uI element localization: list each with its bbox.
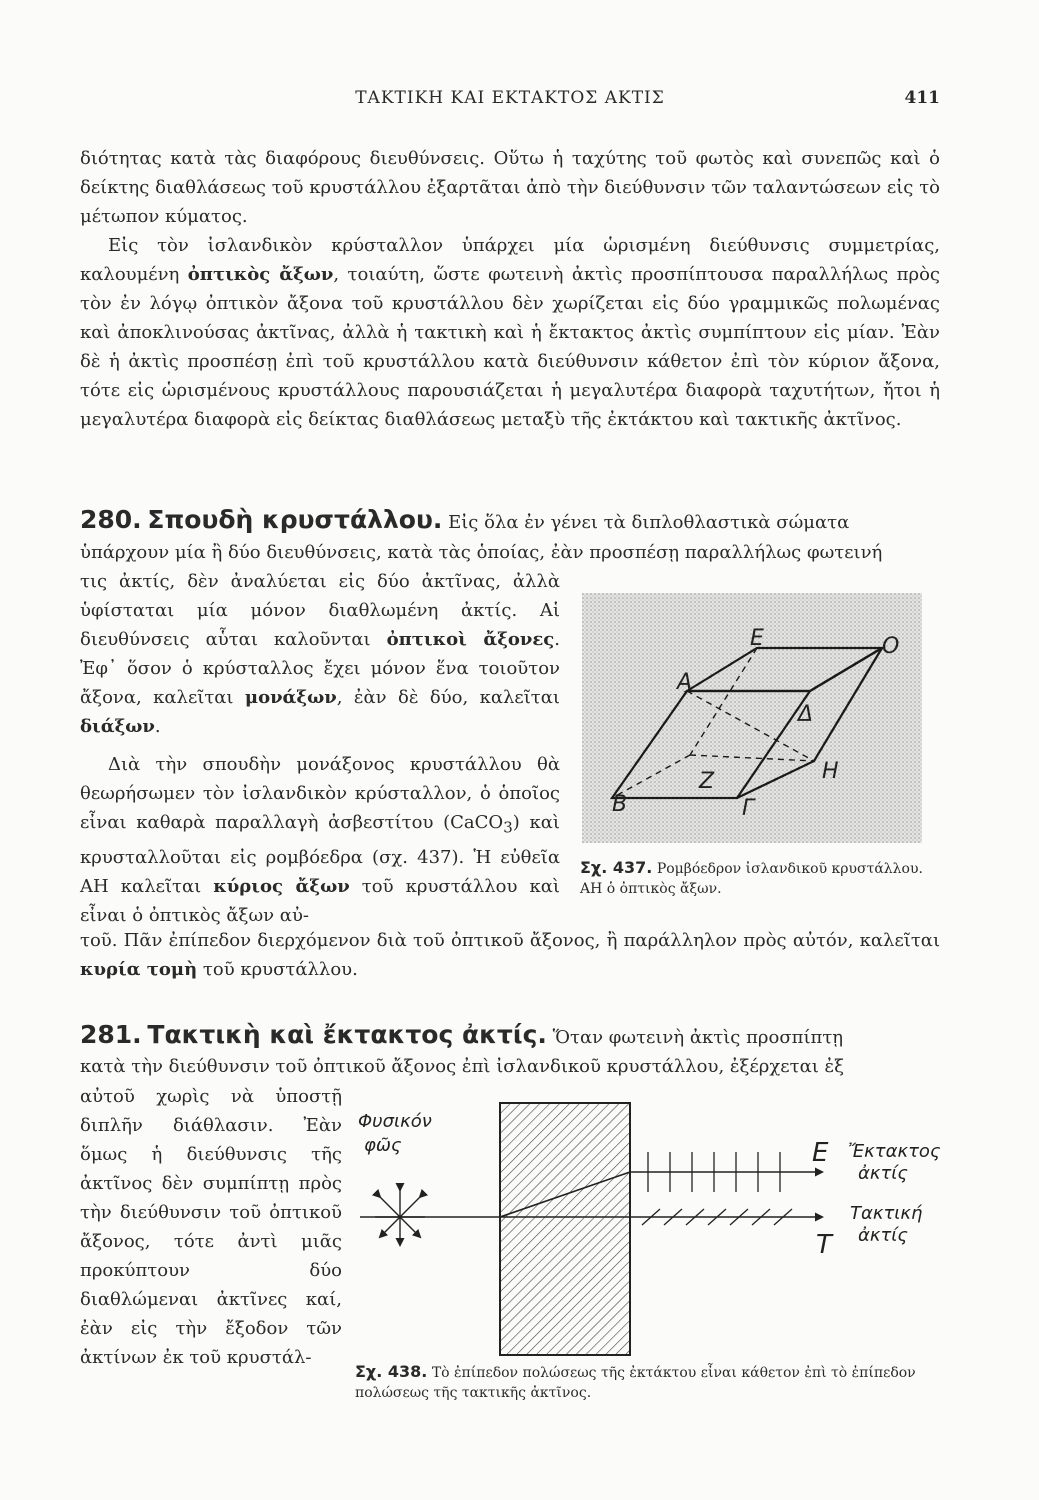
text-intro-1: διότητας κατὰ τὰς διαφόρους διευθύνσεις. Οὕτω ἡ ταχύτης τοῦ φωτὸς καὶ συνεπῶς καὶ ὁ δείκτης διαθλάσεως τοῦ κρυστάλλου ἐξαρτᾶται ἀπὸ τὴν διεύθυνσιν τῶν ταλαντώσεων εἰς τὸ μέτωπον κύματος.	[80, 148, 940, 227]
figure-437-caption	[580, 858, 930, 899]
section-280-full-para	[80, 926, 940, 984]
paragraph-optical-axis	[80, 231, 940, 434]
page-number: 411	[904, 88, 940, 108]
section-280-line-2	[80, 538, 940, 567]
point-label-gamma: Γ	[742, 796, 755, 821]
text: Διὰ τὴν σπουδὴν μονάξονος κρυστάλλου θὰ θεωρήσωμεν τὸν ἰσλανδικὸν κρύσταλλον, ὁ ὁποῖος εἶναι καθαρὰ παραλλαγὴ ἀσβεστίτου (CaCO	[80, 754, 560, 833]
term-biaxial: διάξων	[80, 716, 155, 737]
label-ordinary-1: Τακτική	[850, 1203, 923, 1224]
section-281-heading-line	[80, 1020, 940, 1052]
label-e: E	[812, 1138, 829, 1168]
text: , ἐὰν δὲ δύο, καλεῖται	[336, 687, 560, 708]
figure-437-rhombohedron	[582, 593, 922, 843]
caption-text: Ρομβόεδρον ἰσλανδικοῦ κρυστάλλου. ΑΗ ὁ ὀπτικὸς ἄξων.	[580, 861, 923, 897]
figure-label: Σχ. 438.	[355, 1362, 428, 1381]
point-label-e: E	[750, 626, 764, 651]
text: τοῦ. Πᾶν ἐπίπεδον διερχόμενον διὰ τοῦ ὀπτικοῦ ἄξονος, ἢ παράλληλον πρὸς αὐτόν, καλεῖται	[80, 930, 940, 951]
point-label-a: A	[677, 670, 693, 695]
text: .	[154, 716, 161, 737]
subscript: 3	[503, 818, 513, 837]
crystal-block	[500, 1103, 630, 1355]
point-label-o: O	[882, 634, 900, 659]
label-ordinary-2: ἀκτίς	[858, 1225, 908, 1246]
text: αὐτοῦ χωρὶς νὰ ὑποστῇ διπλῆν διάθλασιν. Ἐὰν ὅμως ἡ διεύθυνσις τῆς ἀκτῖνος δὲν συμπίπτῃ πρὸς τὴν διεύθυνσιν τοῦ ὀπτικοῦ ἄξονος, τότε ἀντὶ μιᾶς προκύπτουν δύο διαθλώμεναι ἀκτῖνες καί, ἐὰν εἰς τὴν ἔξοδον τῶν ἀκτίνων ἐκ τοῦ κρυστάλ-	[80, 1086, 342, 1368]
label-natural-light-2: φῶς	[364, 1135, 402, 1156]
point-label-delta: Δ	[798, 702, 814, 727]
text: . Ἐφ᾿ ὅσον ὁ κρύσταλλος ἔχει μόνον ἕνα τοιοῦτον ἄξονα, καλεῖται	[80, 629, 561, 708]
figure-438-caption	[355, 1362, 935, 1403]
term-optical-axis: ὀπτικὸς ἄξων	[187, 264, 334, 285]
label-t: T	[816, 1230, 832, 1260]
natural-light-vibrations	[375, 1190, 425, 1245]
label-natural-light-1: Φυσικόν	[358, 1111, 432, 1132]
point-label-b: B	[612, 792, 628, 817]
text: Εἰς τὸν ἰσλανδικὸν κρύσταλλον ὑπάρχει μία ὡρισμένη διεύθυνσις συμμετρίας, καλουμένη	[80, 235, 940, 285]
text: τοῦ κρυστάλλου.	[197, 959, 358, 980]
text: τις ἀκτίς, δὲν ἀναλύεται εἰς δύο ἀκτῖνας, ἀλλὰ ὑφίσταται μία μόνον διαθλωμένη ἀκτίς. Αἱ διευθύνσεις αὗται καλοῦνται	[80, 571, 560, 650]
term-optical-axes: ὀπτικοὶ ἄξονες	[386, 629, 555, 650]
text: ὑπάρχουν μία ἢ δύο διευθύνσεις, κατὰ τὰς ὁποίας, ἐὰν προσπέσῃ παραλλήλως φωτεινή	[80, 542, 883, 563]
text: Ὅταν φωτεινὴ ἀκτὶς προσπίπτῃ	[552, 1027, 844, 1048]
text: τοῦ κρυστάλλου καὶ εἶναι ὁ ὀπτικὸς ἄξων αὐ-	[80, 875, 560, 926]
figure-label: Σχ. 437.	[580, 858, 653, 877]
section-title: Σπουδὴ κρυστάλλου.	[147, 505, 443, 534]
page-header	[80, 88, 940, 118]
section-280-narrow-para-1	[80, 567, 560, 741]
section-281-narrow-para	[80, 1082, 342, 1372]
running-title: ΤΑΚΤΙΚΗ ΚΑΙ ΕΚΤΑΚΤΟΣ ΑΚΤΙΣ	[355, 88, 665, 108]
text: , τοιαύτη, ὥστε φωτεινὴ ἀκτὶς προσπίπτουσα παραλλήλως πρὸς τὸν ἐν λόγῳ ὀπτικὸν ἄξονα τοῦ κρυστάλλου δὲν χωρίζεται εἰς δύο γραμμικῶς πολωμένας καὶ ἀποκλινούσας ἀκτῖνας, ἀλλὰ ἡ τακτικὴ καὶ ἡ ἔκτακτος ἀκτὶς συμπίπτουν εἰς μίαν. Ἐὰν δὲ ἡ ἀκτὶς προσπέσῃ ἐπὶ τοῦ κρυστάλλου κατὰ διεύθυνσιν κάθετον ἐπὶ τὸν κύριον ἄξονα, τότε εἰς ὡρισμένους κρυστάλλους παρουσιάζεται ἡ μεγαλυτέρα διαφορὰ ταχυτήτων, ἤτοι ἡ μεγαλυτέρα διαφορὰ εἰς δείκτας διαθλάσεως μεταξὺ τῆς ἐκτάκτου καὶ τακτικῆς ἀκτῖνος.	[80, 264, 940, 430]
section-280-narrow-para-2	[80, 750, 560, 930]
section-number: 281.	[80, 1020, 142, 1049]
caption-text: Τὸ ἐπίπεδον πολώσεως τῆς ἐκτάκτου εἶναι κάθετον ἐπὶ τὸ ἐπίπεδον πολώσεως τῆς τακτικῆς ἀκτῖνος.	[355, 1365, 916, 1401]
text: ) καὶ κρυσταλλοῦται εἰς ρομβόεδρα (σχ. 437). Ἡ εὐθεῖα ΑΗ καλεῖται	[80, 812, 560, 897]
figure-438-double-refraction	[350, 1095, 950, 1360]
section-281-line-2	[80, 1052, 940, 1081]
section-title: Τακτικὴ καὶ ἔκτακτος ἀκτίς.	[147, 1020, 547, 1049]
term-principal-section: κυρία τομὴ	[80, 959, 198, 980]
paragraph-intro	[80, 144, 940, 231]
label-extraordinary-2: ἀκτίς	[858, 1163, 908, 1184]
section-number: 280.	[80, 505, 142, 534]
text: Εἰς ὅλα ἐν γένει τὰ διπλοθλαστικὰ σώματα	[448, 512, 850, 533]
point-label-z: Z	[699, 769, 715, 794]
section-280-heading-line	[80, 505, 940, 537]
text: κατὰ τὴν διεύθυνσιν τοῦ ὀπτικοῦ ἄξονος ἐπὶ ἰσλανδικοῦ κρυστάλλου, ἐξέρχεται ἐξ	[80, 1056, 845, 1077]
term-uniaxial: μονάξων	[244, 687, 337, 708]
point-label-h: H	[822, 759, 839, 784]
label-extraordinary-1: Ἔκτακτος	[848, 1141, 941, 1162]
term-main-axis: κύριος ἄξων	[213, 875, 350, 897]
